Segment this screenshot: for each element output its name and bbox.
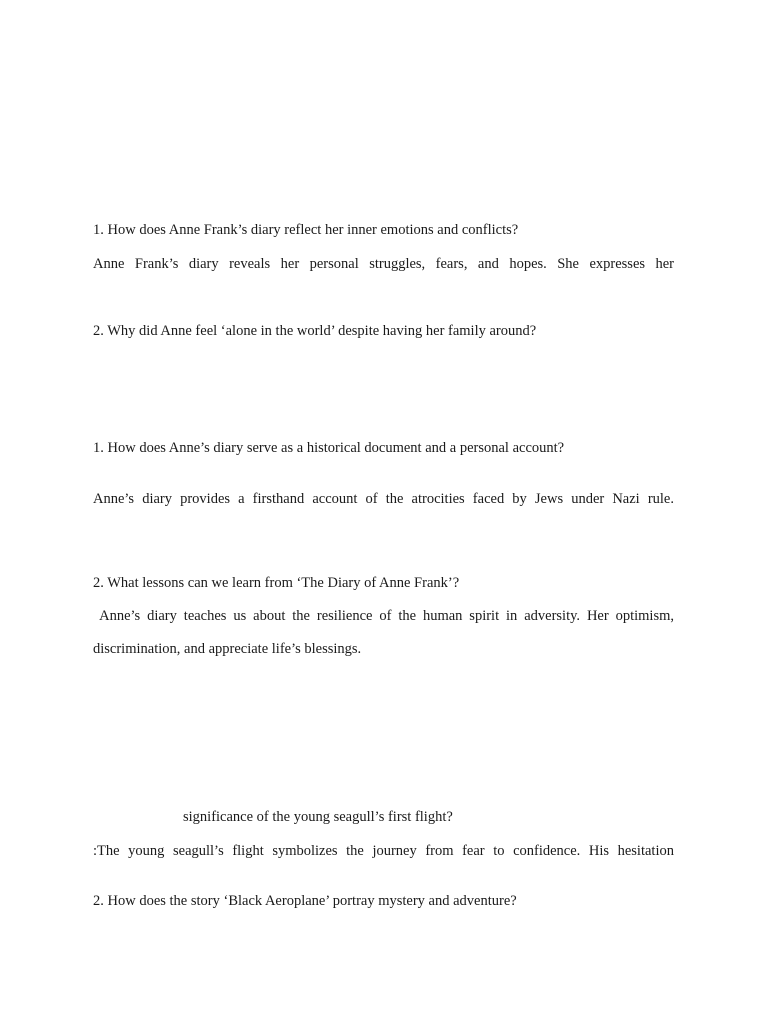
answer-seagull-flight: :The young seagull’s flight symbolizes the journey from fear to confidence. His hesitation <box>93 843 674 859</box>
question-black-aeroplane: 2. How does the story ‘Black Aeroplane’ portray mystery and adventure? <box>93 893 517 909</box>
answer-anne-emotions: Anne Frank’s diary reveals her personal struggles, fears, and hopes. She expresses her <box>93 256 674 272</box>
question-seagull-flight: significance of the young seagull’s first flight? <box>183 809 453 825</box>
question-lessons: 2. What lessons can we learn from ‘The Diary of Anne Frank’? <box>93 575 460 591</box>
question-anne-emotions: 1. How does Anne Frank’s diary reflect her inner emotions and conflicts? <box>93 222 519 238</box>
question-anne-alone: 2. Why did Anne feel ‘alone in the world’ despite having her family around? <box>93 323 537 339</box>
question-historical-document: 1. How does Anne’s diary serve as a historical document and a personal account? <box>93 440 565 456</box>
answer-historical-document: Anne’s diary provides a firsthand account of the atrocities faced by Jews under Nazi rule. <box>93 491 674 507</box>
answer-lessons-line-2: discrimination, and appreciate life’s blessings. <box>93 641 362 657</box>
answer-lessons-line-1: Anne’s diary teaches us about the resilience of the human spirit in adversity. Her optimism, <box>93 608 674 624</box>
